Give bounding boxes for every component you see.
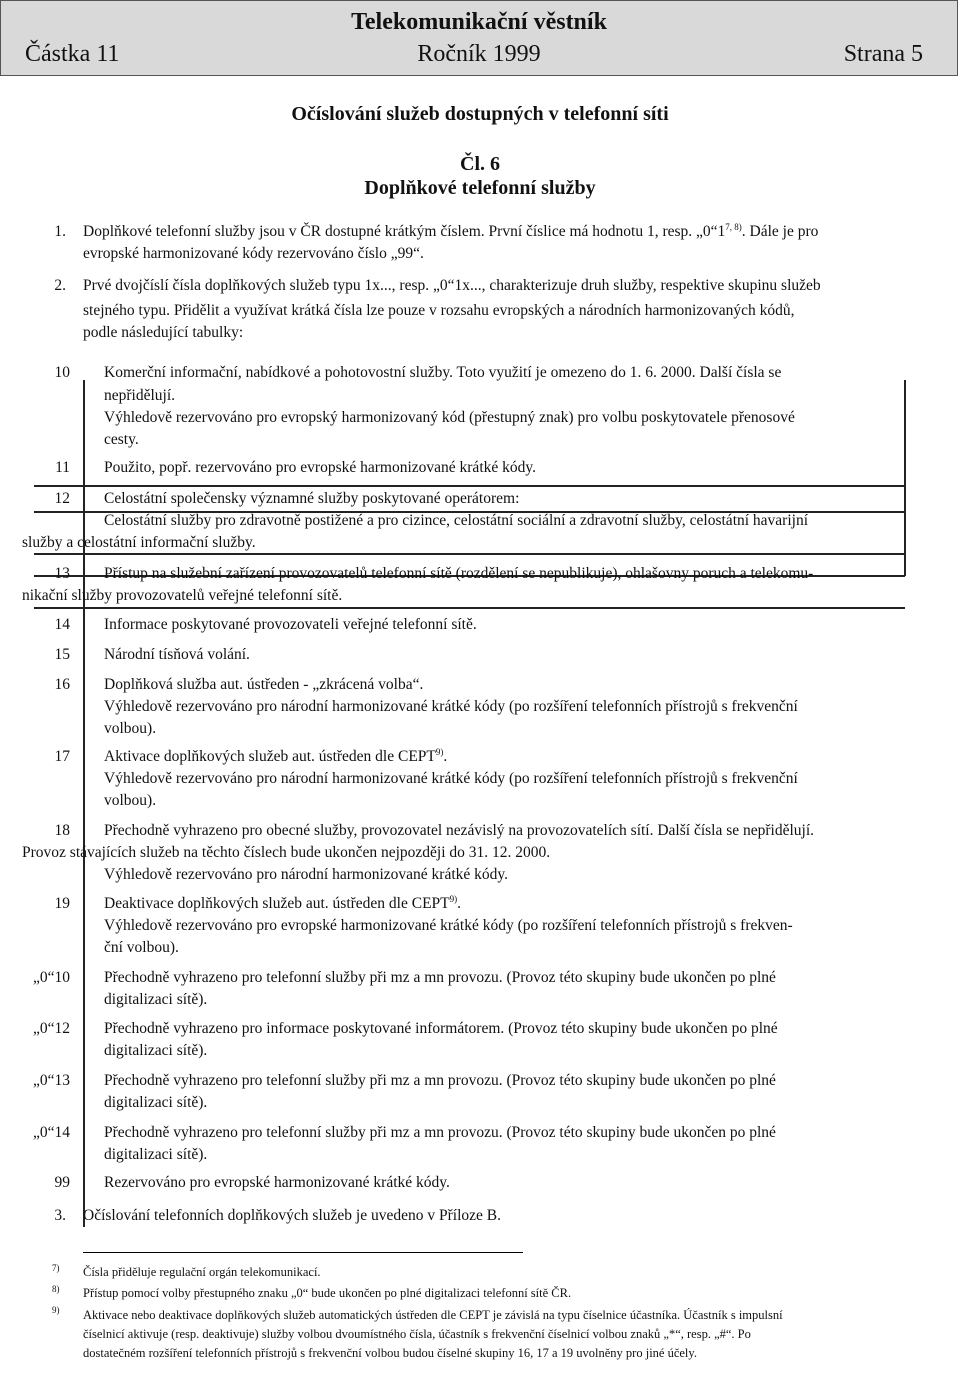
code-0-14: „0“14	[32, 1124, 70, 1141]
row-15-line: Národní tísňová volání.	[104, 646, 250, 663]
code-12: 12	[54, 490, 70, 507]
para1-line2: evropské harmonizované kódy rezervováno číslo „99“.	[83, 245, 424, 262]
para1-number: 1.	[54, 223, 66, 240]
row-16-line: volbou).	[104, 720, 157, 737]
footnote-9: číselnicí aktivuje (resp. deaktivuje) služby volbou dvoumístného čísla, účastník s frekvenční číselnicí volbou znaků „*“, resp. „#“. Po	[83, 1327, 751, 1341]
code-0-13: „0“13	[32, 1072, 70, 1089]
para2-line2: stejného typu. Přidělit a využívat krátká čísla lze pouze v rozsahu evropských a národních harmonizovaných kódů,	[83, 302, 795, 319]
row-13-line: nikační služby provozovatelů veřejné telefonní sítě.	[22, 587, 343, 604]
footnote-9: Aktivace nebo deaktivace doplňkových služeb automatických ústředen dle CEPT je závislá na typu číselnice účastníka. Účastník s impulsní	[83, 1308, 783, 1322]
row-0-10-line: Přechodně vyhrazeno pro telefonní služby při mz a mn provozu. (Provoz této skupiny bude ukončen po plné	[104, 969, 776, 986]
row-19-line: ční volbou).	[104, 939, 179, 956]
code-17: 17	[54, 748, 70, 765]
code-16: 16	[54, 676, 70, 693]
footnote-rule	[83, 1252, 523, 1253]
row-12-line: Celostátní společensky významné služby poskytované operátorem:	[104, 490, 520, 507]
code-11: 11	[55, 459, 70, 476]
para3-text: Očíslování telefonních doplňkových služeb je uvedeno v Příloze B.	[83, 1207, 501, 1224]
row-0-10-line: digitalizaci sítě).	[104, 991, 208, 1008]
row-10-line: Výhledově rezervováno pro evropský harmonizovaný kód (přestupný znak) pro volbu poskytovatele přenosové	[104, 409, 795, 426]
para2-number: 2.	[54, 277, 66, 294]
footnote-7: Čísla přiděluje regulační orgán telekomunikací.	[83, 1265, 321, 1279]
row-11-line: Použito, popř. rezervováno pro evropské harmonizované krátké kódy.	[104, 459, 536, 476]
table-divider-left	[83, 380, 85, 1227]
footnote-mark: 7)	[52, 1263, 60, 1273]
code-14: 14	[54, 616, 70, 633]
article-title: Doplňkové telefonní služby	[364, 177, 596, 199]
row-12-line: služby a celostátní informační služby.	[22, 534, 256, 551]
code-18: 18	[54, 822, 70, 839]
row-19-line: Deaktivace doplňkových služeb aut. ústředen dle CEPT$^{9)}$.	[104, 894, 462, 912]
row-17-line: Výhledově rezervováno pro národní harmonizované krátké kódy (po rozšíření telefonních přístrojů s frekvenční	[104, 770, 798, 787]
page-number: Strana 5	[843, 41, 923, 67]
row-99-line: Rezervováno pro evropské harmonizované krátké kódy.	[104, 1174, 450, 1191]
code-13: 13	[54, 565, 70, 582]
section-title: Očíslování služeb dostupných v telefonní síti	[291, 103, 669, 125]
para2-line3: podle následující tabulky:	[83, 324, 244, 341]
footnote-9: dostatečném rozšíření telefonních přístrojů s frekvenční volbou budou číselné skupiny 16, 17 a 19 uvolněny pro jiné účely.	[83, 1346, 697, 1360]
row-13-line: Přístup na služební zařízení provozovatelů telefonní sítě (rozdělení se nepublikuje), ohlašovny poruch a telekomu-	[104, 565, 814, 582]
table-rule	[34, 485, 905, 487]
row-14-line: Informace poskytované provozovateli veřejné telefonní sítě.	[104, 616, 477, 633]
row-10-line: Komerční informační, nabídkové a pohotovostní služby. Toto využití je omezeno do 1. 6. 2000. Další čísla se	[104, 364, 782, 381]
row-0-12-line: digitalizaci sítě).	[104, 1042, 208, 1059]
para2-line1: Prvé dvojčíslí čísla doplňkových služeb typu 1x..., resp. „0“1x..., charakterizuje druh služby, respektive skupinu služeb	[83, 277, 821, 294]
row-18-line: Přechodně vyhrazeno pro obecné služby, provozovatel nezávislý na provozovatelích sítí. Další čísla se nepřidělují.	[104, 822, 815, 839]
row-0-13-line: digitalizaci sítě).	[104, 1094, 208, 1111]
row-0-14-line: digitalizaci sítě).	[104, 1146, 208, 1163]
issue-volume: Ročník 1999	[417, 41, 541, 67]
para1-line1: Doplňkové telefonní služby jsou v ČR dostupné krátkým číslem. První číslice má hodnotu 1, resp. „0“1$^{7, 8)}$. Dále je pro	[83, 222, 819, 240]
row-18-line: Výhledově rezervováno pro národní harmonizované krátké kódy.	[104, 866, 508, 883]
footnote-8: Přístup pomocí volby přestupného znaku „0“ bude ukončen po plné digitalizaci telefonní sítě ČR.	[83, 1286, 572, 1300]
row-10-line: cesty.	[104, 431, 139, 448]
footnote-mark: 9)	[52, 1305, 60, 1315]
row-12-line: Celostátní služby pro zdravotně postižené a pro cizince, celostátní sociální a zdravotní služby, celostátní havarijní	[104, 512, 809, 529]
row-17-line: Aktivace doplňkových služeb aut. ústředen dle CEPT$^{9)}$.	[104, 747, 448, 765]
code-0-12: „0“12	[32, 1020, 70, 1037]
journal-title: Telekomunikační věstník	[351, 9, 607, 35]
code-10: 10	[54, 364, 70, 381]
code-99: 99	[54, 1174, 70, 1191]
footnote-mark: 8)	[52, 1284, 60, 1294]
table-divider-right	[904, 380, 906, 576]
row-0-13-line: Přechodně vyhrazeno pro telefonní služby při mz a mn provozu. (Provoz této skupiny bude ukončen po plné	[104, 1072, 776, 1089]
code-19: 19	[54, 895, 70, 912]
row-16-line: Výhledově rezervováno pro národní harmonizované krátké kódy (po rozšíření telefonních přístrojů s frekvenční	[104, 698, 798, 715]
row-16-line: Doplňková služba aut. ústředen - „zkrácená volba“.	[104, 676, 424, 693]
code-0-10: „0“10	[32, 969, 70, 986]
row-10-line: nepřidělují.	[104, 387, 176, 404]
page-header	[0, 0, 958, 76]
row-18-line: Provoz stávajících služeb na těchto číslech bude ukončen nejpozději do 31. 12. 2000.	[22, 844, 551, 861]
row-0-12-line: Přechodně vyhrazeno pro informace poskytované informátorem. (Provoz této skupiny bude ukončen po plné	[104, 1020, 778, 1037]
table-rule	[34, 607, 905, 609]
article-number: Čl. 6	[460, 153, 500, 175]
para3-number: 3.	[54, 1207, 66, 1224]
code-15: 15	[54, 646, 70, 663]
issue-part: Částka 11	[25, 41, 120, 67]
row-0-14-line: Přechodně vyhrazeno pro telefonní služby při mz a mn provozu. (Provoz této skupiny bude ukončen po plné	[104, 1124, 776, 1141]
row-19-line: Výhledově rezervováno pro evropské harmonizované krátké kódy (po rozšíření telefonních přístrojů s frekven-	[104, 917, 793, 934]
row-17-line: volbou).	[104, 792, 157, 809]
